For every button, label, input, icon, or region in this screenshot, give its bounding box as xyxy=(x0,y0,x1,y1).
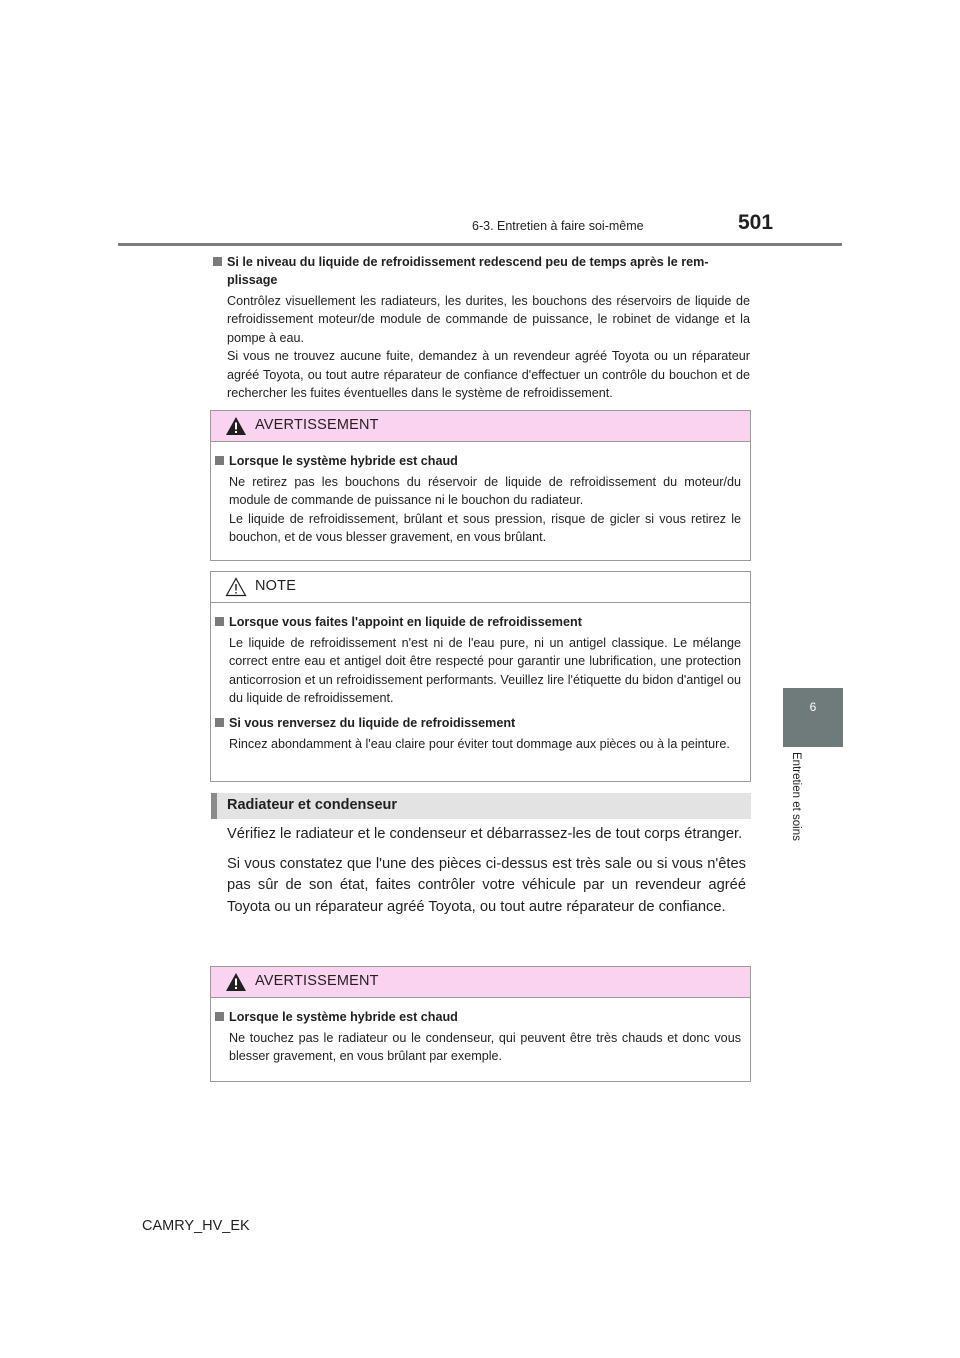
warning-body xyxy=(211,998,750,1076)
note-label: NOTE xyxy=(255,578,297,594)
section-body xyxy=(227,824,746,927)
chapter-label: Entretien et soins xyxy=(790,752,802,841)
note-item-topup-text: Le liquide de refroidissement n'est ni de l'eau pure, ni un antigel classique. Le mélange correct entre eau et antigel doit être respecté pour garantir une lubrification, une protection anticorrosion et un refroidissement performants. Veuillez lire l'étiquette du bidon d'antigel ou du liquide de refroidissement. xyxy=(229,636,741,706)
note-item-spill: Si vous renversez du liquide de refroidissement Rincez abondamment à l'eau claire pour éviter tout dommage aux pièces ou à la peinture. xyxy=(215,714,741,753)
header-rule xyxy=(118,243,842,246)
section-heading-bar xyxy=(211,793,751,819)
chapter-tab xyxy=(783,688,843,747)
warning-label: AVERTISSEMENT xyxy=(255,417,379,433)
warning-label: AVERTISSEMENT xyxy=(255,973,379,989)
warning-item-title: Lorsque le système hybride est chaud xyxy=(215,452,741,470)
warning-text-1: Ne touchez pas le radiateur ou le condenseur, qui peuvent être très chauds et donc vous blesser gravement, en vous brûlant par exemple. xyxy=(229,1031,741,1064)
section-title: Radiateur et condenseur xyxy=(227,797,398,813)
note-item-spill-text: Rincez abondamment à l'eau claire pour éviter tout dommage aux pièces ou à la peinture. xyxy=(229,736,730,751)
warning-item-title: Lorsque le système hybride est chaud xyxy=(215,1008,741,1026)
chapter-number: 6 xyxy=(809,700,817,714)
note-box-coolant xyxy=(210,571,751,782)
page-number: 501 xyxy=(738,211,774,234)
warning-header xyxy=(211,411,750,442)
warning-body xyxy=(211,442,750,557)
coolant-refill-para-2: Si vous ne trouvez aucune fuite, demandez à un revendeur agréé Toyota ou un réparateur agréé Toyota, ou tout autre réparateur de confiance d'effectuer un contrôle du bouchon et de rechercher les fuites éventuelles dans le système de refroidissement. xyxy=(227,349,750,401)
square-bullet-icon xyxy=(215,1012,224,1021)
warning-triangle-icon xyxy=(225,416,247,436)
warning-box-radiator xyxy=(210,966,751,1082)
section-para-1: Vérifiez le radiateur et le condenseur et débarrassez-les de tout corps étranger. xyxy=(227,826,743,842)
square-bullet-icon xyxy=(215,718,224,727)
coolant-refill-para-1: Contrôlez visuellement les radiateurs, les durites, les bouchons des réservoirs de liquide de refroidissement moteur/de module de commande de puissance, le robinet de vidange et la pompe à eau. xyxy=(227,294,750,345)
coolant-refill-title: Si le niveau du liquide de refroidissement redescend peu de temps après le rem- plissage xyxy=(213,253,750,289)
warning-box-hot-system xyxy=(210,410,751,561)
warning-text-2: Le liquide de refroidissement, brûlant et sous pression, risque de gicler si vous retirez le bouchon, et de vous blesser gravement, en vous brûlant. xyxy=(229,511,741,545)
note-header xyxy=(211,572,750,603)
square-bullet-icon xyxy=(215,617,224,626)
running-header-section: 6-3. Entretien à faire soi-même xyxy=(472,219,644,233)
note-item-topup: Lorsque vous faites l'appoint en liquide de refroidissement Le liquide de refroidissement n'est ni de l'eau pure, ni un antigel classique. Le mélange correct entre eau et antigel doit être respecté pour garantir une lubrification, une protection anticorrosion et un refroidissement performants. Veuillez lire l'étiquette du bidon d'antigel ou du liquide de refroidissement. xyxy=(215,613,741,708)
warning-text-1: Ne retirez pas les bouchons du réservoir de liquide de refroidissement du moteur/du module de commande de puissance ni le bouchon du radiateur. xyxy=(229,475,741,508)
warning-header xyxy=(211,967,750,998)
document-code: CAMRY_HV_EK xyxy=(142,1218,250,1234)
square-bullet-icon xyxy=(213,257,222,266)
square-bullet-icon xyxy=(215,456,224,465)
note-body xyxy=(211,603,750,763)
coolant-refill-section xyxy=(213,253,750,402)
section-para-2: Si vous constatez que l'une des pièces ci-dessus est très sale ou si vous n'êtes pas sûr de son état, faites contrôler votre véhicule par un revendeur agréé Toyota ou un réparateur agréé Toyota, ou tout autre réparateur de confiance. xyxy=(227,855,746,916)
warning-triangle-icon xyxy=(225,972,247,992)
caution-outline-icon xyxy=(225,577,247,597)
